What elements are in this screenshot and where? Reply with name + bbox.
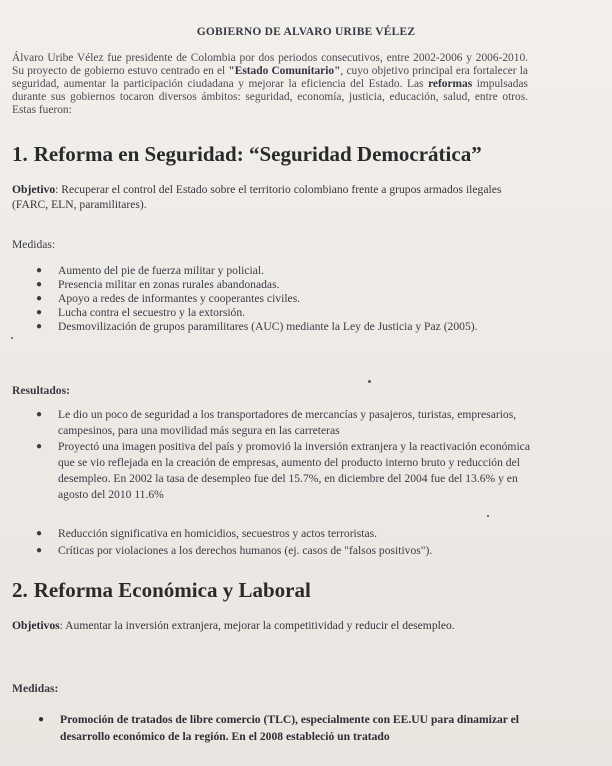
list-item-text: Aumento del pie de fuerza militar y policial.: [58, 264, 265, 277]
section-2-objective-text: : Aumentar la inversión extranjera, mejorar la competitividad y reducir el desempleo.: [59, 619, 455, 632]
bullet-icon: ●: [36, 279, 43, 290]
print-speck: [11, 337, 13, 339]
section-2-measures-list: [38, 711, 520, 745]
list-item: [36, 525, 548, 542]
list-item: [36, 439, 548, 503]
section-2-measures-label: Medidas: [12, 682, 55, 695]
section-1-measures-colon: :: [51, 238, 56, 251]
intro-bold-reformas: reformas: [428, 78, 473, 90]
bullet-icon: ●: [36, 321, 43, 332]
list-item: [36, 407, 548, 439]
intro-text-3: impulsadas durante sus gobiernos tocaron diversos ámbitos: seguridad, economía, justicia, educación, salud, entre otros. Estas fueron:: [12, 78, 528, 116]
section-1-results-list-continued: [36, 525, 548, 559]
section-1-measures-list: [36, 264, 528, 334]
section-1-objective-text: : Recuperar el control del Estado sobre el territorio colombiano frente a grupos armados ilegales (FARC, ELN, paramilitares).: [12, 183, 502, 211]
bullet-icon: ●: [38, 714, 45, 725]
intro-bold-estado-comunitario: "Estado Comunitario": [228, 65, 341, 77]
section-1-objective: [12, 182, 522, 212]
list-item: [36, 264, 528, 278]
list-item: [36, 278, 528, 292]
section-2-heading: [12, 578, 311, 603]
section-1-results-label: Resultados: [12, 384, 67, 397]
section-1-results-heading: [12, 384, 70, 397]
section-1-title: Reforma en Seguridad: “Seguridad Democrática”: [33, 142, 482, 166]
section-2-objective-label: Objetivos: [12, 619, 60, 632]
list-item: [36, 306, 528, 320]
intro-text-2: , cuyo objetivo principal era fortalecer la seguridad, aumentar la participación ciudadana y mejorar la eficiencia del Estado. Las: [12, 65, 528, 90]
section-2-number: 2.: [12, 578, 28, 602]
bullet-icon: ●: [36, 409, 43, 420]
section-2-measures-heading: [12, 682, 58, 695]
print-speck: [368, 380, 371, 383]
section-2-measures-colon: :: [54, 682, 59, 695]
section-1-number: 1.: [12, 142, 28, 166]
section-1-results-list: [36, 407, 548, 503]
list-item-text: Desmovilización de grupos paramilitares (AUC) mediante la Ley de Justicia y Paz (2005).: [58, 320, 478, 333]
section-2-objective: [12, 618, 512, 633]
bullet-icon: ●: [36, 528, 43, 539]
section-1-objective-label: Objetivo: [12, 183, 56, 196]
list-item-text: Presencia militar en zonas rurales abandonadas.: [58, 278, 280, 291]
section-1-measures-heading: [12, 238, 55, 251]
list-item-text: Críticas por violaciones a los derechos humanos (ej. casos de "falsos positivos").: [58, 544, 433, 557]
bullet-icon: ●: [36, 545, 43, 556]
list-item: [36, 542, 548, 559]
print-speck: [487, 515, 489, 517]
section-1-results-colon: :: [66, 384, 70, 397]
list-item-text: Le dio un poco de seguridad a los transportadores de mercancías y pasajeros, turistas, empresarios, campesinos, para una movilidad más segura en las carreteras: [58, 408, 517, 437]
document-title: GOBIERNO DE ALVARO URIBE VÉLEZ: [196, 26, 416, 38]
bullet-icon: ●: [36, 441, 43, 452]
list-item: [36, 320, 528, 334]
bullet-icon: ●: [36, 307, 43, 318]
section-1-measures-label: Medidas: [12, 238, 52, 251]
intro-paragraph: [12, 52, 528, 117]
section-2-title: Reforma Económica y Laboral: [33, 578, 311, 602]
list-item-text: Reducción significativa en homicidios, secuestros y actos terroristas.: [58, 527, 378, 540]
list-item: [36, 292, 528, 306]
list-item-text: Proyectó una imagen positiva del país y promovió la inversión extranjera y la reactivación económica que se vio reflejada en la creación de empresas, aumento del producto interno bruto y reducción del desempleo. En 2002 la tasa de desempleo fue del 15.7%, en diciembre del 2004 fue del 13.6% y en agosto del 2010 11.6%: [58, 440, 530, 501]
intro-text-1: Álvaro Uribe Vélez fue presidente de Colombia por dos periodos consecutivos, entre 2002-2006 y 2006-2010. Su proyecto de gobierno estuvo centrado en el: [12, 52, 528, 77]
bullet-icon: ●: [36, 265, 43, 276]
list-item-text: Lucha contra el secuestro y la extorsión.: [58, 306, 246, 319]
bullet-icon: ●: [36, 293, 43, 304]
list-item-text: Apoyo a redes de informantes y cooperantes civiles.: [58, 292, 301, 305]
list-item-text: Promoción de tratados de libre comercio (TLC), especialmente con EE.UU para dinamizar el desarrollo económico de la región. En el 2008 estableció un tratado: [60, 713, 519, 743]
section-1-heading: [12, 142, 482, 167]
list-item: [38, 711, 520, 745]
